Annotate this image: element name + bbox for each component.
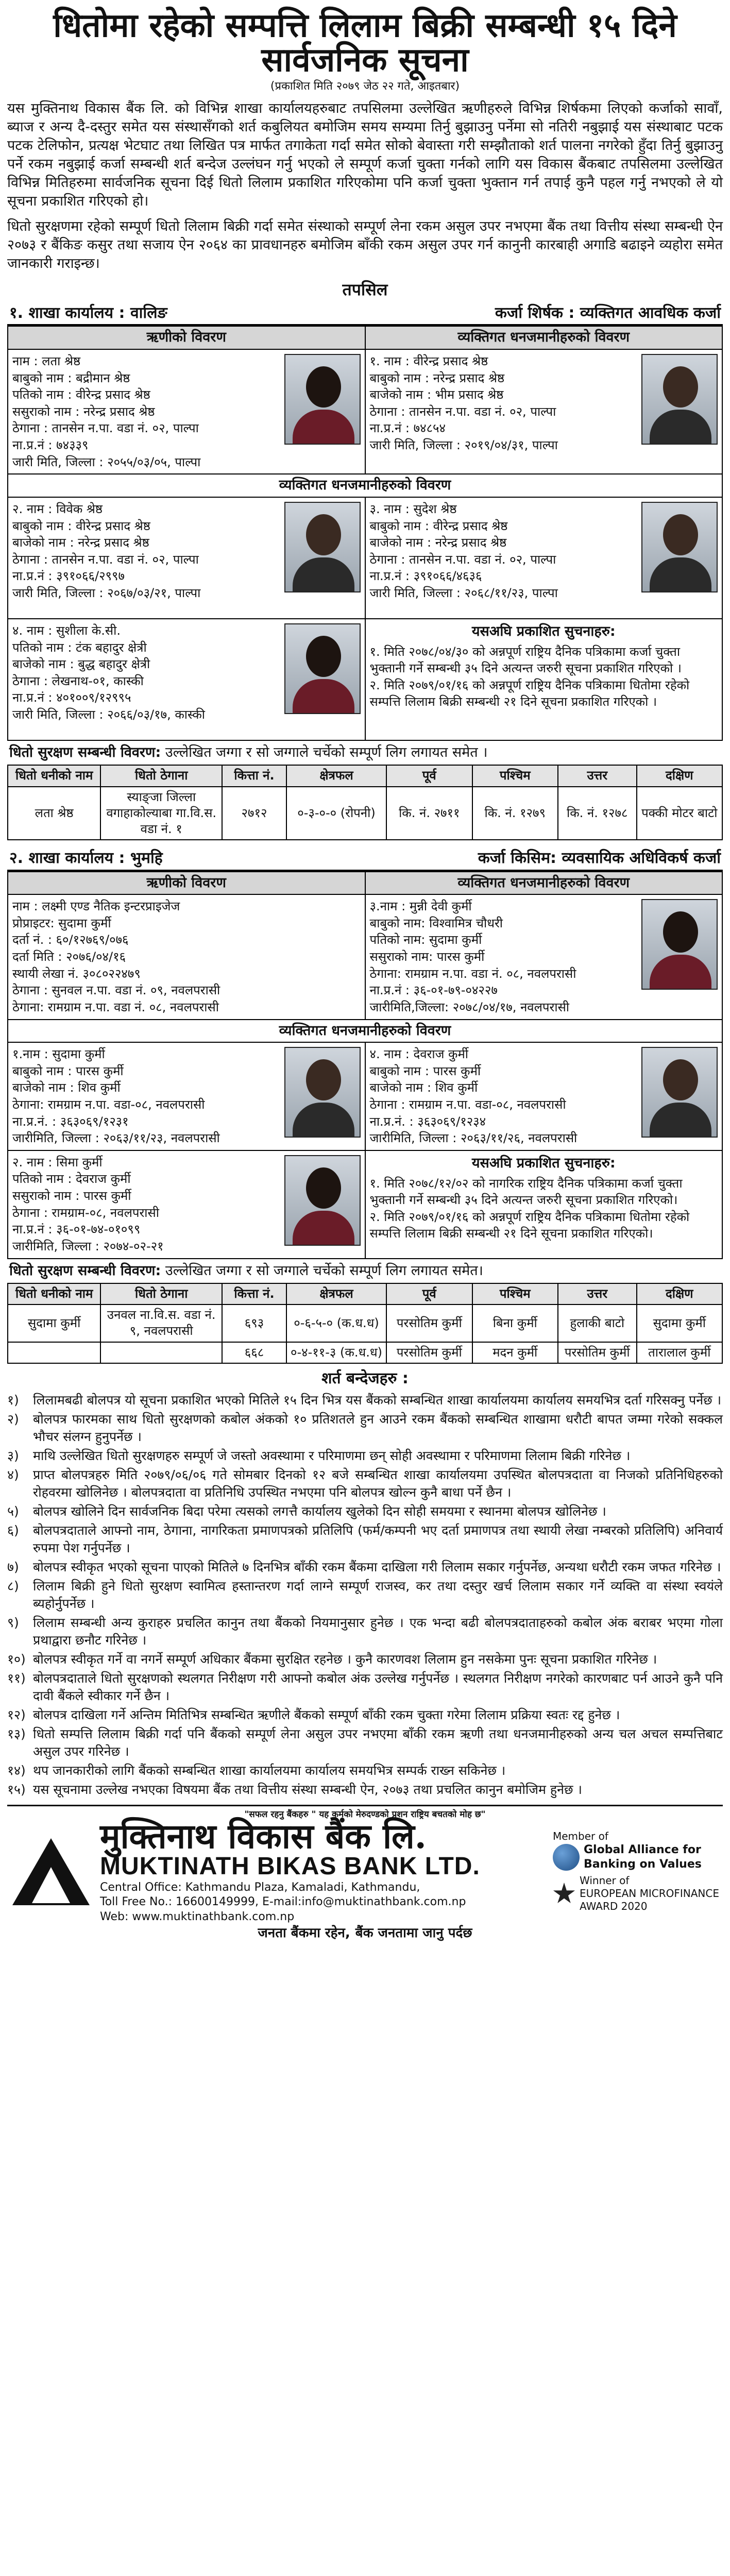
borrower-address: ठेगाना : तानसेन न.पा. वडा नं. ०२, पाल्पा <box>12 421 199 436</box>
cell-east: कि. नं. २७११ <box>386 787 472 840</box>
security-caption-note: उल्लेखित जग्गा र सो जग्गाले चर्चेको सम्पूर्ण लिग लगायत समेत। <box>161 1262 483 1279</box>
guarantor-photo <box>284 1155 361 1246</box>
cell-area: ०-३-०-० (रोपनी) <box>286 787 386 840</box>
guarantor-citizenship: ना.प्र.नं. : ३६३०६९/१२३४ <box>369 1114 486 1129</box>
brand-name-nepali: मुक्तिनाथ विकास बैंक लि. <box>100 1816 427 1856</box>
cell-north: कि. नं. १२७८ <box>558 787 637 840</box>
guarantor-address: ठेगाना : रामग्राम न.पा. वडा-०८, नवलपरासी <box>369 1097 566 1112</box>
term-number: ५) <box>7 1504 19 1519</box>
section1-security-table <box>7 765 723 840</box>
guarantor-photo <box>641 1047 718 1138</box>
section1-guarantor-head-2: व्यक्तिगत धनजमानीहरुको विवरण <box>8 474 722 497</box>
slogan-left: जनता बैंकमा रहेन, <box>258 1925 350 1941</box>
term-item <box>7 1614 723 1649</box>
footer-tagline: "सफल रहनु बैंकहरु " यह कर्मको मेरुदण्डको प्रशन राष्ट्रिय बचतको मोह छ" <box>244 1809 486 1820</box>
term-text: थप जानकारीको लागि बैंकको सम्बन्धित शाखा कार्यालयमा कार्यालय समयभित्र सम्पर्क राख्न सकिनेछ । <box>33 1763 506 1778</box>
term-number: १३) <box>7 1726 26 1742</box>
section2-guarantor-3 <box>365 894 723 1019</box>
contact-info: Toll Free No.: 16600149999, E-mail:info@muktinathbank.com.np <box>100 1895 466 1909</box>
affiliations <box>553 1830 723 1913</box>
term-text: प्राप्त बोलपत्रहरु मिति २०७९/०६/०६ गते सोमबार दिनको १२ बजे सम्बन्धित शाखा कार्यालयमा उपस्थित बोलपत्रदाता वा निजको प्रतिनिधिहरुको रोहवरमा खोलिनेछ । बोलपत्रदाता वा प्रतिनिधि उपस्थित नभएमा पनि बोलपत्र खोल्न कुनै बाधा पर्ने छैन । <box>33 1467 723 1500</box>
term-number: ७) <box>7 1560 19 1575</box>
guarantor-grandfather: बाजेको नाम : नरेन्द्र प्रसाद श्रेष्ठ <box>12 535 149 550</box>
guarantor-issue: जारीमिति, जिल्ला : २०६३/११/२६, नवलपरासी <box>369 1131 578 1146</box>
term-text: बोलपत्र दाखिला गर्ने अन्तिम मितिभित्र सम्बन्धित ऋणीले बैंकको सम्पूर्ण बाँकी रकम चुक्ता गरेमा लिलाम प्रक्रिया स्वतः रद्द हुनेछ । <box>33 1707 620 1723</box>
section2-security-caption <box>7 1259 723 1283</box>
section1-details-table <box>7 326 723 740</box>
borrower-name: नाम : लता श्रेष्ठ <box>12 353 81 368</box>
term-text: बोलपत्रदाताले धितो सुरक्षणको स्थलगत निरीक्षण गरी आफ्नो कबोल अंक उल्लेख गर्नुपर्नेछ । स्थलगत निरीक्षण नगरेको कारणबाट पर्न आउने कुनै पनि दावी बैंकले स्वीकार गर्ने छैन । <box>33 1671 723 1704</box>
guarantor-citizenship: ना.प्र.नं : ३६-०१-७९-०४२२७ <box>369 983 498 998</box>
term-item <box>7 1670 723 1705</box>
security-caption-note: उल्लेखित जग्गा र सो जग्गाले चर्चेको सम्पूर्ण लिग लगायत समेत । <box>161 744 488 760</box>
award-star-icon <box>553 1883 575 1905</box>
award-label: EUROPEAN MICROFINANCE AWARD 2020 <box>580 1887 719 1913</box>
cell-north: हुलाकी बाटो <box>558 1304 637 1342</box>
slogan-right: बैंक जनतामा जानु पर्दछ <box>355 1925 472 1941</box>
table-row <box>8 787 722 840</box>
term-text: बोलपत्रदाताले आफ्नो नाम, ठेगाना, नागरिकता प्रमाणपत्रको प्रतिलिपि (फर्म/कम्पनी भए दर्ता प्रमाणपत्र तथा स्थायी लेखा नम्बरको प्रतिलिपि) अनिवार्य रुपमा पेश गर्नुपर्नेछ । <box>33 1523 723 1556</box>
cell-area: ०-६-५-० (क.ध.ध) <box>286 1304 386 1342</box>
cell-east: परसोतिम कुर्मी <box>386 1304 472 1342</box>
guarantor-address: ठेगाना : लेखनाथ-०१, कास्की <box>12 673 144 688</box>
guarantor-name: ३.नाम : मुन्नी देवी कुर्मी <box>369 899 472 914</box>
borrower-father-in-law: ससुराको नाम : नरेन्द्र प्रसाद श्रेष्ठ <box>12 404 155 419</box>
borrower-pan: स्थायी लेखा नं. ३०८०२२४७९ <box>12 966 141 981</box>
term-number: १४) <box>7 1763 26 1778</box>
section2-loan-type: कर्जा किसिम: व्यवसायिक अधिविकर्ष कर्जा <box>478 849 721 868</box>
section2-header <box>7 848 723 871</box>
section1-loan-type: कर्जा शिर्षक : व्यक्तिगत आवधिक कर्जा <box>495 304 721 323</box>
section1-security-caption <box>7 741 723 765</box>
guarantor-issue: जारी मिति, जिल्ला : २०६६/०३/१७, कास्की <box>12 707 205 722</box>
guarantor-issue: जारीमिति,जिल्ला: २०७८/०४/१७, नवलपरासी <box>369 999 570 1014</box>
section1-branch: १. शाखा कार्यालय : वालिङ <box>9 304 167 323</box>
borrower-reg-date: दर्ता मिति : २०७६/०४/१६ <box>12 950 126 964</box>
cell-owner <box>8 1342 100 1363</box>
section1-guarantor-1 <box>365 349 723 474</box>
security-caption-label: धितो सुरक्षण सम्बन्धी विवरण: <box>9 744 161 760</box>
guarantor-name: २. नाम : सिमा कुर्मी <box>12 1155 103 1170</box>
section1-guarantor-3 <box>365 497 723 619</box>
security-header-row <box>8 1283 722 1304</box>
notice-item: १. मिति २०७८/०४/३० को अन्नपूर्ण राष्ट्रिय दैनिक पत्रिकामा कर्जा चुक्ता भुक्तानी गर्ने सम्बन्धी ३५ दिने अत्यन्त जरुरी सूचना प्रकाशित गरिएको । <box>369 644 682 676</box>
guarantor-photo <box>641 899 718 990</box>
guarantor-photo <box>284 502 361 592</box>
term-number: १०) <box>7 1652 26 1667</box>
guarantor-issue: जारी मिति, जिल्ला : २०६७/०३/२१, पाल्पा <box>12 586 201 601</box>
cell-west: बिना कुर्मी <box>472 1304 558 1342</box>
term-item <box>7 1392 723 1409</box>
section2-guarantor-2 <box>8 1150 365 1259</box>
guarantor-photo <box>641 502 718 592</box>
cell-south: तारालाल कुर्मी <box>637 1342 722 1363</box>
cell-address <box>100 1342 222 1363</box>
term-text: बोलपत्र स्वीकृत भएको सूचना पाएको मितिले ७ दिनभित्र बाँकी रकम बैंकमा दाखिला गरी लिलाम सकार गर्नुपर्नेछ, अन्यथा धरौटी रकम जफत गरिनेछ । <box>33 1560 721 1575</box>
notice-item: १. मिति २०७८/१२/०२ को नागरिक राष्ट्रिय दैनिक पत्रिकामा कर्जा चुक्ता भुक्तानी गर्ने सम्बन्धी ३५ दिने अत्यन्त जरुरी सूचना प्रकाशित गरिएको। <box>369 1176 683 1208</box>
security-caption-label: धितो सुरक्षण सम्बन्धी विवरण: <box>9 1262 161 1279</box>
cell-west: कि. नं. १२७९ <box>472 787 558 840</box>
col-north: उत्तर <box>558 1283 637 1304</box>
guarantor-name: ३. नाम : सुदेश श्रेष्ठ <box>369 501 457 516</box>
section2-branch: २. शाखा कार्यालय : भुमहि <box>9 849 163 868</box>
term-item <box>7 1651 723 1668</box>
cell-address: उनवल ना.वि.स. वडा नं. ९, नवलपरासी <box>100 1304 222 1342</box>
guarantor-father: बाबुको नाम : पारस कुर्मी <box>12 1063 124 1078</box>
term-number: ८) <box>7 1579 19 1594</box>
guarantor-name: १. नाम : वीरेन्द्र प्रसाद श्रेष्ठ <box>369 353 488 368</box>
cell-area: ०-४-११-३ (क.ध.ध) <box>286 1342 386 1363</box>
section2-guarantor-4 <box>365 1042 723 1150</box>
col-west: पश्चिम <box>472 1283 558 1304</box>
term-item <box>7 1411 723 1446</box>
borrower-name: नाम : लक्ष्मी एण्ड नैतिक इन्टरप्राइजेज <box>12 899 180 914</box>
bank-logo-icon <box>7 1833 95 1910</box>
term-text: लिलामबढी बोलपत्र यो सूचना प्रकाशित भएको मितिले १५ दिन भित्र यस बैंकको सम्बन्धित शाखा कार्यालयमा कार्यालय समयभित्र दर्ता गरिसक्नु पर्नेछ । <box>33 1393 722 1408</box>
term-item <box>7 1578 723 1613</box>
table-row <box>8 1304 722 1342</box>
guarantor-address: ठेगाना : रामग्राम-०८, नवलपरासी <box>12 1205 159 1220</box>
guarantor-address: ठेगाना : तानसेन न.पा. वडा नं. ०२, पाल्पा <box>369 552 556 567</box>
guarantor-father: बाबुको नाम : वीरेन्द्र प्रसाद श्रेष्ठ <box>12 518 150 533</box>
terms-heading: शर्त बन्देजहरु : <box>321 1369 409 1387</box>
col-plot: कित्ता नं. <box>222 765 286 786</box>
term-item <box>7 1781 723 1799</box>
term-item <box>7 1762 723 1780</box>
section1-previous-notices <box>365 619 723 740</box>
guarantor-photo <box>284 1047 361 1138</box>
guarantor-citizenship: ना.प्र.नं : ४०१००९/१२९९५ <box>12 690 131 705</box>
cell-north: परसोतिम कुर्मी <box>558 1342 637 1363</box>
borrower-address-2: ठेगाना: रामग्राम न.पा. वडा नं. ०८, नवलपरासी <box>12 999 219 1014</box>
footer <box>7 1805 723 1944</box>
col-north: उत्तर <box>558 765 637 786</box>
term-item <box>7 1466 723 1501</box>
office-address: Central Office: Kathmandu Plaza, Kamaladi, Kathmandu, <box>100 1880 420 1894</box>
guarantor-address: ठेगाना: रामग्राम न.पा. वडा नं. ०८, नवलपरासी <box>369 966 576 981</box>
section2-security-table <box>7 1283 723 1364</box>
term-item <box>7 1725 723 1760</box>
guarantor-issue: जारी मिति, जिल्ला : २०१९/०४/३१, पाल्पा <box>369 438 558 453</box>
borrower-address: ठेगाना : सुनवल न.पा. वडा नं. ०९, नवलपरासी <box>12 983 220 998</box>
notice-item: २. मिति २०७९/०१/१६ को अन्नपूर्ण राष्ट्रिय दैनिक पत्रिकामा धितोमा रहेको सम्पत्ति लिलाम बिक्री सम्बन्धी २१ दिने सूचना प्रकाशित गरिएको। <box>369 1209 690 1241</box>
terms-list <box>7 1392 723 1799</box>
borrower-photo <box>284 354 361 445</box>
cell-owner: सुदामा कुर्मी <box>8 1304 100 1342</box>
guarantor-father: बाबुको नाम : वीरेन्द्र प्रसाद श्रेष्ठ <box>369 518 508 533</box>
section1-header <box>7 302 723 326</box>
guarantor-name: ४. नाम : देवराज कुर्मी <box>369 1047 469 1062</box>
guarantor-photo <box>641 354 718 445</box>
section1-guarantor-2 <box>8 497 365 619</box>
term-item <box>7 1558 723 1576</box>
guarantor-citizenship: ना.प्र.नं : ७४८५४ <box>369 421 446 436</box>
term-item <box>7 1522 723 1557</box>
col-plot: कित्ता नं. <box>222 1283 286 1304</box>
guarantor-husband: पतिको नाम : टंक बहादुर क्षेत्री <box>12 640 147 655</box>
term-item <box>7 1706 723 1724</box>
term-text: बोलपत्र खोलिने दिन सार्वजनिक बिदा परेमा त्यसको लगत्तै कार्यालय खुलेको दिन सोही समयमा र स्थानमा बोलपत्र खोलिनेछ । <box>33 1504 606 1519</box>
guarantor-citizenship: ना.प्र.नं. : ३६३०६९/१२३१ <box>12 1114 129 1129</box>
guarantor-address: ठेगाना : तानसेन न.पा. वडा नं. ०२, पाल्पा <box>369 404 556 419</box>
col-area: क्षेत्रफल <box>286 1283 386 1304</box>
col-address: धितो ठेगाना <box>100 1283 222 1304</box>
guarantor-photo <box>284 623 361 714</box>
term-text: लिलाम सम्बन्धी अन्य कुराहरु प्रचलित कानुन तथा बैंकको नियमानुसार हुनेछ । एक भन्दा बढी बोलपत्रदाताहरुको कबोल अंक बराबर भएमा गोला प्रथाद्वारा छनौट गरिनेछ । <box>33 1615 723 1648</box>
winner-label: Winner of <box>580 1874 630 1887</box>
guarantor-father: बाबुको नाम: विश्वामित्र चौधरी <box>369 916 503 930</box>
security-header-row <box>8 765 722 786</box>
guarantor-grandfather: बाजेको नाम : शिव कुर्मी <box>12 1080 121 1095</box>
term-number: १) <box>7 1393 19 1408</box>
term-text: लिलाम बिक्री हुने धितो सुरक्षण स्वामित्व हस्तान्तरण गर्दा लाग्ने सम्पूर्ण राजस्व, कर तथा दस्तुर खर्च लिलाम सकार गर्ने व्यक्ति वा संस्था स्वयंले ब्यहोर्नुपर्नेछ । <box>33 1579 723 1612</box>
guarantor-father-in-law: ससुराको नाम : पारस कुर्मी <box>12 1189 131 1204</box>
term-text: यस सूचनामा उल्लेख नभएका विषयमा बैंक तथा वित्तीय संस्था सम्बन्धी ऐन, २०७३ तथा प्रचलित कानुन बमोजिम हुनेछ । <box>33 1782 582 1798</box>
guarantor-name: १.नाम : सुदामा कुर्मी <box>12 1047 105 1062</box>
brand-name-english: MUKTINATH BIKAS BANK LTD. <box>100 1852 480 1880</box>
borrower-issue: जारी मिति, जिल्ला : २०५५/०३/०५, पाल्पा <box>12 454 201 469</box>
col-south: दक्षिण <box>637 1283 722 1304</box>
guarantor-citizenship: ना.प्र.नं : ३९१०६६/२९९७ <box>12 569 125 584</box>
guarantor-issue: जारीमिति, जिल्ला : २०७४-०२-२१ <box>12 1239 164 1253</box>
cell-owner: लता श्रेष्ठ <box>8 787 100 840</box>
notice-item: २. मिति २०७९/०१/१६ को अन्नपूर्ण राष्ट्रिय दैनिक पत्रिकामा धितोमा रहेको सम्पत्ति लिलाम बिक्री सम्बन्धी २१ दिने सूचना प्रकाशित गरिएको । <box>369 677 690 709</box>
col-address: धितो ठेगाना <box>100 765 222 786</box>
term-number: ९) <box>7 1615 19 1631</box>
notices-heading: यसअघि प्रकाशित सुचनाहरु: <box>471 1155 616 1171</box>
tapsil-heading: तपसिल <box>342 280 388 300</box>
table-row <box>8 1342 722 1363</box>
cell-plot: २७१२ <box>222 787 286 840</box>
guarantor-citizenship: ना.प्र.नं : ३९१०६६/४६३६ <box>369 569 482 584</box>
term-text: माथि उल्लेखित धितो सुरक्षणहरु सम्पूर्ण जे जस्तो अवस्थामा र परिमाणमा छन् सोही अवस्थामा र परिमाणमा लिलाम बिक्री गरिनेछ । <box>33 1448 631 1464</box>
borrower-proprietor: प्रोप्राइटर: सुदामा कुर्मी <box>12 916 111 930</box>
col-area: क्षेत्रफल <box>286 765 386 786</box>
intro-paragraph-2: धितो सुरक्षणमा रहेको सम्पूर्ण धितो लिलाम बिक्री गर्दा समेत संस्थाको सम्पूर्ण लेना रकम असुल उपर नभएमा बैंक तथा वित्तीय संस्था सम्बन्धी ऐन २०७३ र बैंकिङ कसुर तथा सजाय ऐन २०६४ का प्रावधानहरु बमोजिम बाँकी रकम असुल उपर गर्न कानुनी कारबाही अगाडि बढाइने व्यहोरा समेत जानकारी गराइन्छ। <box>7 218 723 272</box>
borrower-citizenship: ना.प्र.नं : ७४३३९ <box>12 438 89 453</box>
col-owner: धितो धनीको नाम <box>8 1283 100 1304</box>
website: Web: www.muktinathbank.com.np <box>100 1910 295 1923</box>
col-west: पश्चिम <box>472 765 558 786</box>
guarantor-father: बाबुको नाम : नरेन्द्र प्रसाद श्रेष्ठ <box>369 370 505 385</box>
term-number: ४) <box>7 1467 19 1483</box>
col-east: पूर्व <box>386 1283 472 1304</box>
guarantor-address: ठेगाना: रामग्राम न.पा. वडा-०८, नवलपरासी <box>12 1097 205 1112</box>
term-number: १५) <box>7 1782 26 1798</box>
guarantor-address: ठेगाना : तानसेन न.पा. वडा नं. ०२, पाल्पा <box>12 552 199 567</box>
term-number: ३) <box>7 1448 19 1464</box>
guarantor-father: बाबुको नाम : पारस कुर्मी <box>369 1063 481 1078</box>
cell-plot: ६६८ <box>222 1342 286 1363</box>
notice-title: धितोमा रहेको सम्पत्ति लिलाम बिक्री सम्बन्धी १५ दिने सार्वजनिक सूचना <box>53 6 677 80</box>
guarantor-grandfather: बाजेको नाम : बुद्ध बहादुर क्षेत्री <box>12 657 150 672</box>
term-text: बोलपत्र स्वीकृत गर्ने वा नगर्ने सम्पूर्ण अधिकार बैंकमा सुरक्षित रहनेछ । कुनै कारणवश लिलाम हुन नसकेमा पुनः सूचना प्रकाशित गरिनेछ । <box>33 1652 657 1667</box>
intro-paragraph-1: यस मुक्तिनाथ विकास बैंक लि. को विभिन्न शाखा कार्यालयहरुबाट तपसिलमा उल्लेखित ऋणीहरुले विभिन्न शिर्षकमा लिएको कर्जाको सावाँ, ब्याज र अन्य दै-दस्तुर समेत यस संस्थासँगको शर्त कबुलियत बमोजिम समय सम्यमा तिर्नु बुझाउनु पर्नेमा सो नतिरी नबुझाई यस संस्थाबाट पटक पटक टेलिफोन, प्रत्यक्ष भेटघाट तथा लिखित पत्र मार्फत तगाकेता गर्दा समेत सोको बेवास्ता गरी सम्झौताको शर्त पालना नगरेको हुँदा तिर्नु बुझाउनु पर्ने रकम नबुझाई कर्जा सम्बन्धी शर्त बन्देज उल्लंघन गर्नु भएको ले सम्पूर्ण कर्जा चुक्ता गर्नको लागि यस विकास बैंकबाट तपसिलमा उल्लेखित विभिन्न मितिहरुमा सार्वजनिक सूचना दिई धितो लिलाम प्रकाशित गरिएकोमा पनि कर्जा चुक्ता भुक्तान गर्न तपाई कुनै पहल गर्नु नभएको ले यो सूचना प्रकाशित गरिएको हो। <box>7 100 723 210</box>
term-number: ११) <box>7 1671 26 1686</box>
term-number: २) <box>7 1412 19 1427</box>
section2-guarantor-head-2: व्यक्तिगत धनजमानीहरुको विवरण <box>8 1020 722 1043</box>
section2-guarantor-1 <box>8 1042 365 1150</box>
guarantor-name: ४. नाम : सुशीला के.सी. <box>12 623 121 638</box>
section2-details-table <box>7 871 723 1259</box>
term-text: धितो सम्पत्ति लिलाम बिक्री गर्दा पनि बैंकको सम्पूर्ण लेना असुल उपर नभएमा बाँकी रकम ऋणी तथा धनजमानीहरुको अन्य चल अचल सम्पत्तिबाट असुल उपर गरिनेछ । <box>33 1726 723 1759</box>
section2-borrower-head: ऋणीको विवरण <box>8 872 365 895</box>
cell-plot: ६९३ <box>222 1304 286 1342</box>
section1-guarantor-head: व्यक्तिगत धनजमानीहरुको विवरण <box>365 326 723 349</box>
bank-brand <box>7 1816 480 1925</box>
cell-south: सुदामा कुर्मी <box>637 1304 722 1342</box>
cell-east: परसोतिम कुर्मी <box>386 1342 472 1363</box>
term-text: बोलपत्र फारमका साथ धितो सुरक्षणको कबोल अंकको १० प्रतिशतले हुन आउने रकम बैंकको सम्बन्धित शाखामा धरौटी बापत जम्मा गरेको सक्कल भौचर संलग्न हुनुपर्नेछ । <box>33 1412 723 1445</box>
gabv-label: Global Alliance for Banking on Values <box>584 1843 702 1871</box>
cell-south: पक्की मोटर बाटो <box>637 787 722 840</box>
guarantor-grandfather: बाजेको नाम : शिव कुर्मी <box>369 1080 478 1095</box>
member-label: Member of <box>553 1830 608 1843</box>
term-number: ६) <box>7 1523 19 1538</box>
term-item <box>7 1447 723 1465</box>
notices-heading: यसअघि प्रकाशित सुचनाहरु: <box>471 623 616 639</box>
cell-west: मदन कुर्मी <box>472 1342 558 1363</box>
borrower-reg-no: दर्ता नं. : ६०/१२७६९/०७६ <box>12 933 129 947</box>
borrower-father: बाबुको नाम : बद्रीमान श्रेष्ठ <box>12 370 130 385</box>
section1-borrower-card <box>8 349 365 474</box>
guarantor-issue: जारी मिति, जिल्ला : २०६८/११/२३, पाल्पा <box>369 586 558 601</box>
borrower-husband: पतिको नाम : वीरेन्द्र प्रसाद श्रेष्ठ <box>12 387 150 402</box>
section2-borrower-card <box>8 894 365 1019</box>
col-east: पूर्व <box>386 765 472 786</box>
term-number: १२) <box>7 1707 26 1723</box>
section1-borrower-head: ऋणीको विवरण <box>8 326 365 349</box>
section2-guarantor-head: व्यक्तिगत धनजमानीहरुको विवरण <box>365 872 723 895</box>
guarantor-grandfather: बाजेको नाम : भीम प्रसाद श्रेष्ठ <box>369 387 504 402</box>
guarantor-citizenship: ना.प्र.नं : ३६-०१-७४-०१०९९ <box>12 1222 141 1237</box>
guarantor-grandfather: बाजेको नाम : नरेन्द्र प्रसाद श्रेष्ठ <box>369 535 507 550</box>
section2-previous-notices <box>365 1150 723 1259</box>
guarantor-father-in-law: ससुराको नाम: पारस कुर्मी <box>369 950 485 964</box>
term-item <box>7 1503 723 1520</box>
col-owner: धितो धनीको नाम <box>8 765 100 786</box>
globe-icon <box>553 1844 580 1871</box>
guarantor-husband: पतिको नाम : देवराज कुर्मी <box>12 1172 131 1187</box>
guarantor-name: २. नाम : विवेक श्रेष्ठ <box>12 501 103 516</box>
guarantor-issue: जारीमिति, जिल्ला : २०६३/११/२३, नवलपरासी <box>12 1131 220 1146</box>
col-south: दक्षिण <box>637 765 722 786</box>
published-date: (प्रकाशित मिति २०७९ जेठ २२ गते, आइतबार) <box>270 80 460 93</box>
guarantor-husband: पतिको नाम: सुदामा कुर्मी <box>369 933 482 947</box>
cell-address: स्याङ्जा जिल्ला वगाहाकोल्याबा गा.वि.स. वडा नं. १ <box>100 787 222 840</box>
section1-guarantor-4 <box>8 619 365 740</box>
